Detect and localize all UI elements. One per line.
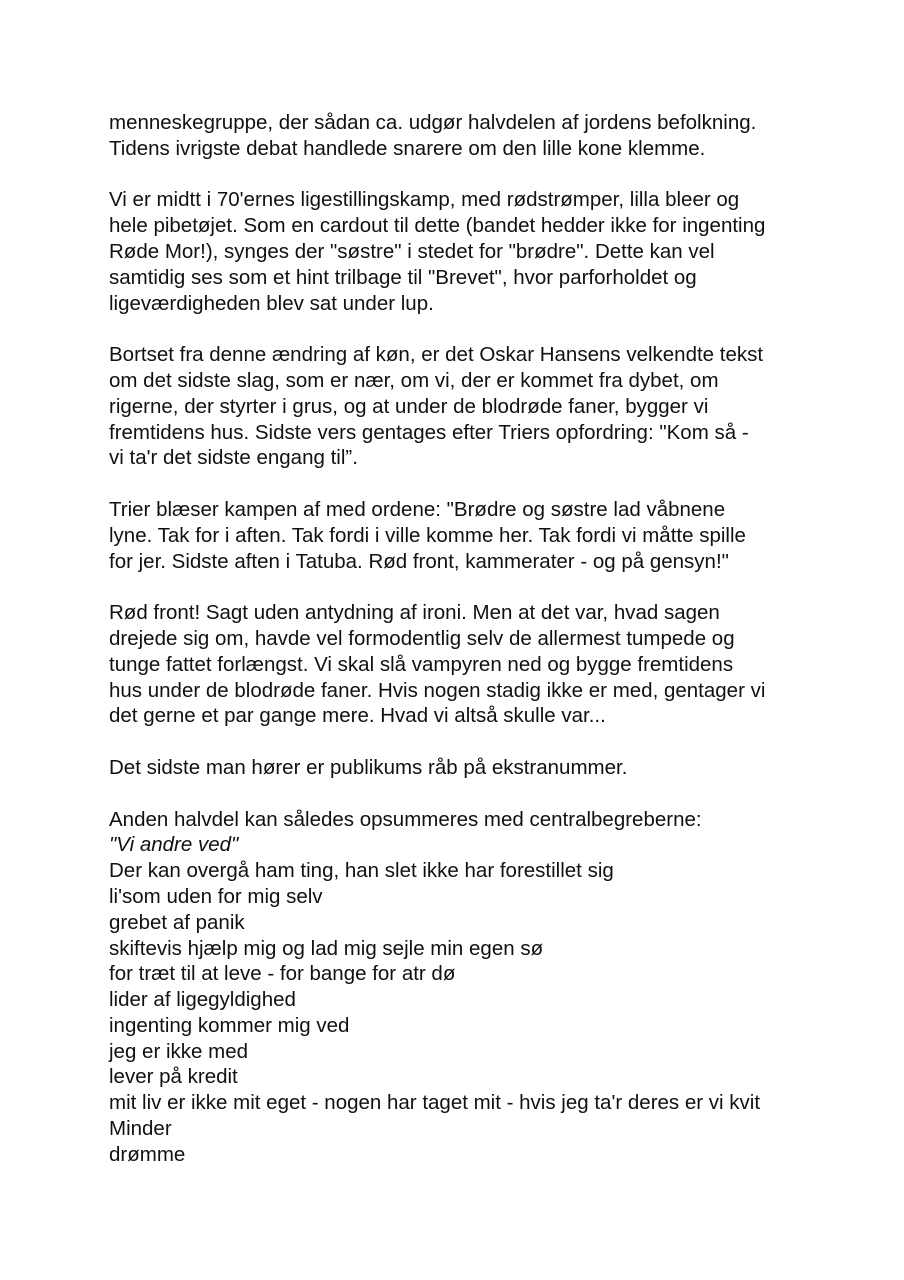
paragraph bbox=[109, 110, 829, 162]
summary-item: lever på kredit bbox=[109, 1065, 238, 1089]
text-line: Røde Mor!), synges der "søstre" i stedet for "brødre". Dette kan vel bbox=[109, 239, 715, 263]
summary-item: ingenting kommer mig ved bbox=[109, 1013, 350, 1037]
text-line: samtidig ses som et hint trilbage til "Brevet", hvor parforholdet og bbox=[109, 265, 697, 289]
text-line: det gerne et par gange mere. Hvad vi altså skulle var... bbox=[109, 704, 606, 728]
text-line: Vi er midtt i 70'ernes ligestillingskamp, med rødstrømper, lilla bleer og bbox=[109, 188, 740, 212]
document-page bbox=[109, 110, 829, 1193]
summary-item: jeg er ikke med bbox=[109, 1039, 249, 1063]
text-line: lyne. Tak for i aften. Tak fordi i ville komme her. Tak fordi vi måtte spille bbox=[109, 523, 746, 547]
text-line: vi ta'r det sidste engang til”. bbox=[109, 446, 358, 470]
text-line: drejede sig om, havde vel formodentlig selv de allermest tumpede og bbox=[109, 626, 735, 650]
body-text bbox=[109, 110, 829, 781]
text-line: Tidens ivrigste debat handlede snarere om den lille kone klemme. bbox=[109, 136, 706, 160]
summary-quote: "Vi andre ved" bbox=[109, 833, 239, 857]
summary-item: grebet af panik bbox=[109, 910, 245, 934]
text-line: hele pibetøjet. Som en cardout til dette (bandet hedder ikke for ingenting bbox=[109, 214, 766, 238]
summary-block bbox=[109, 807, 829, 1168]
summary-item: mit liv er ikke mit eget - nogen har taget mit - hvis jeg ta'r deres er vi kvit bbox=[109, 1091, 761, 1115]
summary-list bbox=[109, 858, 829, 1168]
summary-item: drømme bbox=[109, 1142, 186, 1166]
text-line: om det sidste slag, som er nær, om vi, der er kommet fra dybet, om bbox=[109, 368, 719, 392]
text-line: ligeværdigheden blev sat under lup. bbox=[109, 291, 434, 315]
text-line: rigerne, der styrter i grus, og at under de blodrøde faner, bygger vi bbox=[109, 394, 709, 418]
paragraph bbox=[109, 755, 829, 781]
summary-intro: Anden halvdel kan således opsummeres med centralbegreberne: bbox=[109, 807, 702, 831]
summary-item: skiftevis hjælp mig og lad mig sejle min egen sø bbox=[109, 936, 544, 960]
text-line: Trier blæser kampen af med ordene: "Brødre og søstre lad våbnene bbox=[109, 497, 726, 521]
text-line: Rød front! Sagt uden antydning af ironi. Men at det var, hvad sagen bbox=[109, 601, 720, 625]
text-line: hus under de blodrøde faner. Hvis nogen stadig ikke er med, gentager vi bbox=[109, 678, 766, 702]
text-line: fremtidens hus. Sidste vers gentages efter Triers opfordring: "Kom så - bbox=[109, 420, 749, 444]
summary-item: Minder bbox=[109, 1117, 172, 1141]
summary-item: lider af ligegyldighed bbox=[109, 988, 296, 1012]
paragraph bbox=[109, 600, 829, 729]
paragraph bbox=[109, 187, 829, 316]
summary-item: for træt til at leve - for bange for atr dø bbox=[109, 962, 456, 986]
text-line: Bortset fra denne ændring af køn, er det Oskar Hansens velkendte tekst bbox=[109, 343, 764, 367]
text-line: Det sidste man hører er publikums råb på ekstranummer. bbox=[109, 755, 628, 779]
summary-item: li'som uden for mig selv bbox=[109, 884, 323, 908]
summary-item: Der kan overgå ham ting, han slet ikke har forestillet sig bbox=[109, 859, 614, 883]
text-line: tunge fattet forlængst. Vi skal slå vampyren ned og bygge fremtidens bbox=[109, 652, 734, 676]
paragraph bbox=[109, 342, 829, 471]
text-line: for jer. Sidste aften i Tatuba. Rød front, kammerater - og på gensyn!" bbox=[109, 549, 729, 573]
text-line: menneskegruppe, der sådan ca. udgør halvdelen af jordens befolkning. bbox=[109, 111, 757, 134]
paragraph bbox=[109, 497, 829, 574]
